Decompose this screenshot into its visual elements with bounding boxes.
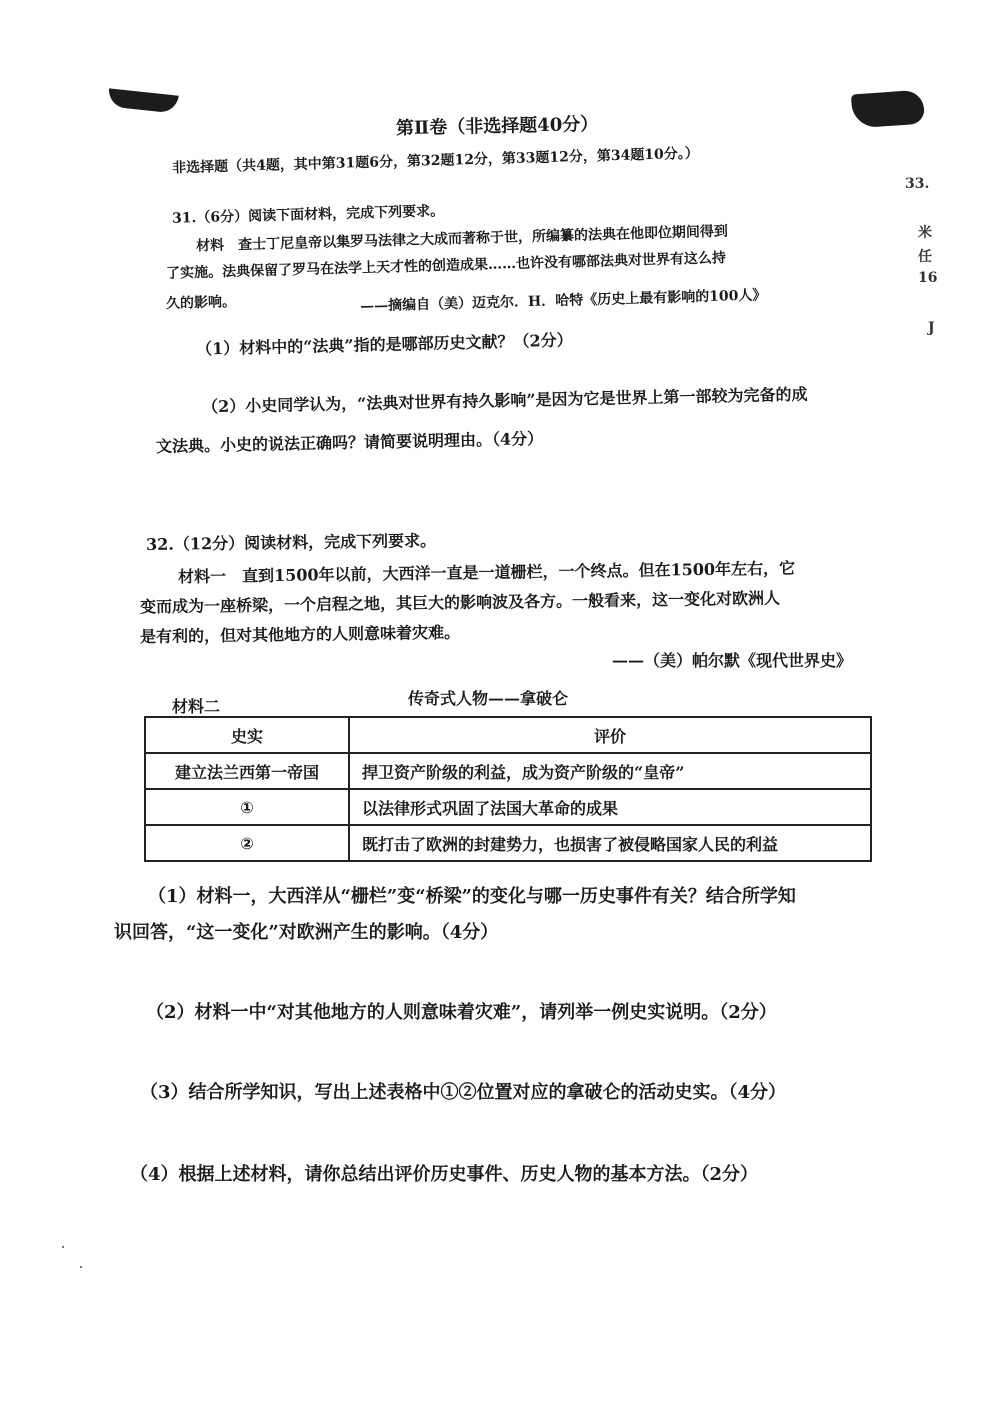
table-header-evaluation: 评价 xyxy=(349,717,871,753)
q31-stem: 31.（6分）阅读下面材料，完成下列要求。 xyxy=(171,203,445,227)
scan-speck xyxy=(80,1266,82,1268)
table-cell-fact: ② xyxy=(145,825,349,861)
table-row xyxy=(145,825,871,861)
q32-material1-line3: 是有利的，但对其他地方的人则意味着灾难。 xyxy=(139,622,461,647)
scan-ink-blot-right xyxy=(851,90,925,129)
edge-fragment: 16 xyxy=(918,270,938,286)
q32-source1: ——（美）帕尔默《现代世界史》 xyxy=(612,651,853,670)
edge-fragment: 任 xyxy=(918,249,932,265)
q32-sub1-line1: （1）材料一，大西洋从“栅栏”变“桥梁”的变化与哪一历史事件有关？结合所学知 xyxy=(148,886,796,907)
table-cell-evaluation: 以法律形式巩固了法国大革命的成果 xyxy=(349,789,871,825)
q32-sub1-line2: 识回答，“这一变化”对欧洲产生的影响。（4分） xyxy=(114,922,499,943)
edge-fragment: 米 xyxy=(918,225,932,241)
q31-source: ——摘编自（美）迈克尔．H．哈特《历史上最有影响的100人》 xyxy=(359,287,767,315)
table-header-fact: 史实 xyxy=(145,717,349,753)
q32-table-title: 传奇式人物——拿破仑 xyxy=(408,689,569,708)
table-header-row xyxy=(145,717,871,753)
table-cell-evaluation: 捍卫资产阶级的利益，成为资产阶级的“皇帝” xyxy=(349,753,871,789)
napoleon-table xyxy=(144,716,872,862)
edge-fragment: 33. xyxy=(905,176,930,192)
table-cell-fact: ① xyxy=(145,789,349,825)
table-cell-fact: 建立法兰西第一帝国 xyxy=(145,753,349,789)
instructions: 非选择题（共4题，其中第31题6分，第32题12分，第33题12分，第34题10分。） xyxy=(171,145,700,177)
q31-material-line2: 了实施。法典保留了罗马在法学上天才性的创造成果……也许没有哪部法典对世界有这么持 xyxy=(165,250,727,282)
table-cell-evaluation: 既打击了欧洲的封建势力，也损害了被侵略国家人民的利益 xyxy=(349,825,871,861)
q31-sub2-line2: 文法典。小史的说法正确吗？请简要说明理由。（4分） xyxy=(155,428,544,457)
table-row xyxy=(145,789,871,825)
q32-stem: 32.（12分）阅读材料，完成下列要求。 xyxy=(145,530,437,555)
scan-ink-blot-left xyxy=(107,88,178,113)
q31-material-line1: 材料 查士丁尼皇帝以集罗马法律之大成而著称于世，所编纂的法典在他即位期间得到 xyxy=(195,223,729,255)
scan-speck xyxy=(62,1246,64,1248)
q31-material-line3: 久的影响。 xyxy=(165,294,237,312)
q31-sub2-line1: （2）小史同学认为，“法典对世界有持久影响”是因为它是世界上第一部较为完备的成 xyxy=(201,384,808,417)
section-title: 第Ⅱ卷（非选择题40分） xyxy=(395,113,599,140)
edge-fragment: J xyxy=(928,320,935,336)
q31-sub1: （1）材料中的“法典”指的是哪部历史文献？（2分） xyxy=(195,330,573,359)
q32-sub3: （3）结合所学知识，写出上述表格中①②位置对应的拿破仑的活动史实。（4分） xyxy=(140,1082,787,1103)
table-row xyxy=(145,753,871,789)
q32-material1-line1: 材料一 直到1500年以前，大西洋一直是一道栅栏，一个终点。但在1500年左右，它 xyxy=(177,558,796,587)
q32-material1-line2: 变而成为一座桥梁，一个启程之地，其巨大的影响波及各方。一般看来，这一变化对欧洲人 xyxy=(139,588,781,617)
q32-material2-label: 材料二 xyxy=(172,697,221,716)
q32-sub4: （4）根据上述材料，请你总结出评价历史事件、历史人物的基本方法。（2分） xyxy=(130,1164,759,1185)
q32-sub2: （2）材料一中“对其他地方的人则意味着灾难”，请列举一例史实说明。（2分） xyxy=(146,1002,777,1023)
